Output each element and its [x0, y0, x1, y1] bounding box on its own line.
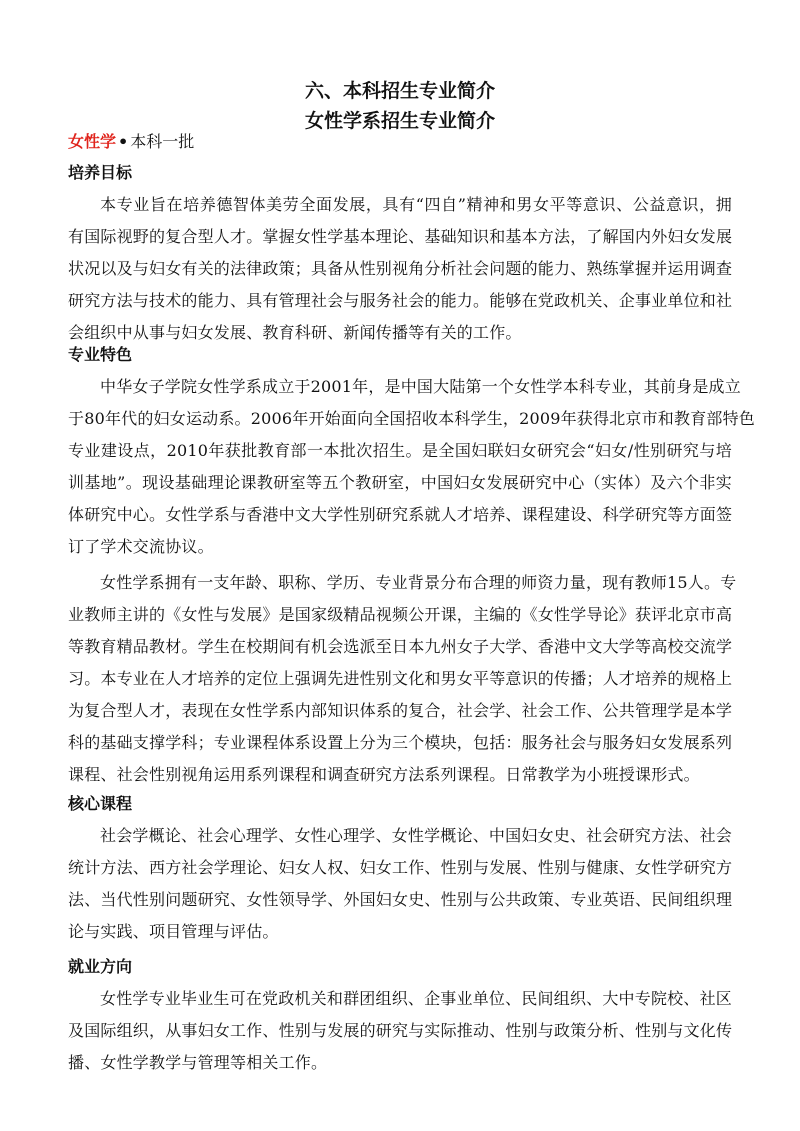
paragraph-line: 于80年代的妇女运动系。2006年开始面向全国招收本科学生，2009年获得北京市和教育部特色 — [68, 409, 755, 428]
paragraph-line: 法、当代性别问题研究、女性领导学、外国妇女史、性别与公共政策、专业英语、民间组织理 — [68, 890, 733, 909]
paragraph-features-2 — [68, 567, 737, 791]
paragraph-core-courses — [68, 820, 732, 948]
paragraph-line: 专业建设点，2010年获批教育部一本批次招生。是全国妇联妇女研究会“妇女/性别研究与培 — [68, 441, 732, 460]
page-title: 六、本科招生专业简介 — [304, 80, 495, 102]
major-separator: • — [118, 132, 129, 151]
paragraph-line: 社会学概论、社会心理学、女性心理学、女性学概论、中国妇女史、社会研究方法、社会 — [100, 826, 732, 845]
section-heading-features: 专业特色 — [68, 345, 133, 364]
paragraph-line: 女性学系拥有一支年龄、职称、学历、专业背景分布合理的师资力量，现有教师15人。专 — [100, 573, 737, 592]
paragraph-line: 订了学术交流协议。 — [68, 537, 214, 556]
paragraph-line: 科的基础支撑学科；专业课程体系设置上分为三个模块，包括：服务社会与服务妇女发展系列 — [68, 733, 733, 752]
paragraph-line: 中华女子学院女性学系成立于2001年，是中国大陆第一个女性学本科专业，其前身是成立 — [100, 377, 741, 396]
paragraph-line: 训基地”。现设基础理论课教研室等五个教研室，中国妇女发展研究中心（实体）及六个非实 — [68, 473, 732, 492]
paragraph-line: 及国际组织，从事妇女工作、性别与发展的研究与实际推动、性别与政策分析、性别与文化传 — [68, 1021, 733, 1040]
paragraph-line: 体研究中心。女性学系与香港中文大学性别研究系就人才培养、课程建设、科学研究等方面签 — [68, 505, 733, 524]
paragraph-line: 为复合型人才，表现在女性学系内部知识体系的复合，社会学、社会工作、公共管理学是本学 — [68, 701, 733, 720]
paragraph-features-1 — [68, 371, 755, 563]
paragraph-line: 课程、社会性别视角运用系列课程和调查研究方法系列课程。日常教学为小班授课形式。 — [68, 765, 700, 784]
paragraph-line: 业教师主讲的《女性与发展》是国家级精品视频公开课，主编的《女性学导论》获评北京市高 — [68, 605, 733, 624]
major-name: 女性学 — [68, 132, 117, 151]
paragraph-line: 研究方法与技术的能力、具有管理社会与服务社会的能力。能够在党政机关、企事业单位和社 — [68, 291, 733, 310]
paragraph-line: 本专业旨在培养德智体美劳全面发展，具有“四自”精神和男女平等意识、公益意识，拥 — [100, 195, 732, 214]
major-line — [68, 130, 194, 154]
paragraph-line: 播、女性学教学与管理等相关工作。 — [68, 1053, 328, 1072]
paragraph-line: 论与实践、项目管理与评估。 — [68, 922, 279, 941]
paragraph-line: 会组织中从事与妇女发展、教育科研、新闻传播等有关的工作。 — [68, 323, 522, 342]
section-heading-training-goals: 培养目标 — [68, 163, 133, 182]
paragraph-career — [68, 983, 732, 1079]
paragraph-line: 状况以及与妇女有关的法律政策；具备从性别视角分析社会问题的能力、熟练掌握并运用调查 — [68, 259, 733, 278]
paragraph-line: 有国际视野的复合型人才。掌握女性学基本理论、基础知识和基本方法，了解国内外妇女发展 — [68, 227, 733, 246]
paragraph-line: 习。本专业在人才培养的定位上强调先进性别文化和男女平等意识的传播；人才培养的规格上 — [68, 669, 733, 688]
page-subtitle: 女性学系招生专业简介 — [304, 110, 495, 132]
major-batch: 本科一批 — [130, 132, 195, 151]
paragraph-line: 等教育精品教材。学生在校期间有机会选派至日本九州女子大学、香港中文大学等高校交流学 — [68, 637, 733, 656]
paragraph-line: 女性学专业毕业生可在党政机关和群团组织、企事业单位、民间组织、大中专院校、社区 — [100, 989, 732, 1008]
section-heading-career: 就业方向 — [68, 957, 133, 976]
paragraph-training-goals — [68, 189, 732, 349]
paragraph-line: 统计方法、西方社会学理论、妇女人权、妇女工作、性别与发展、性别与健康、女性学研究方 — [68, 858, 733, 877]
section-heading-core-courses: 核心课程 — [68, 794, 133, 813]
